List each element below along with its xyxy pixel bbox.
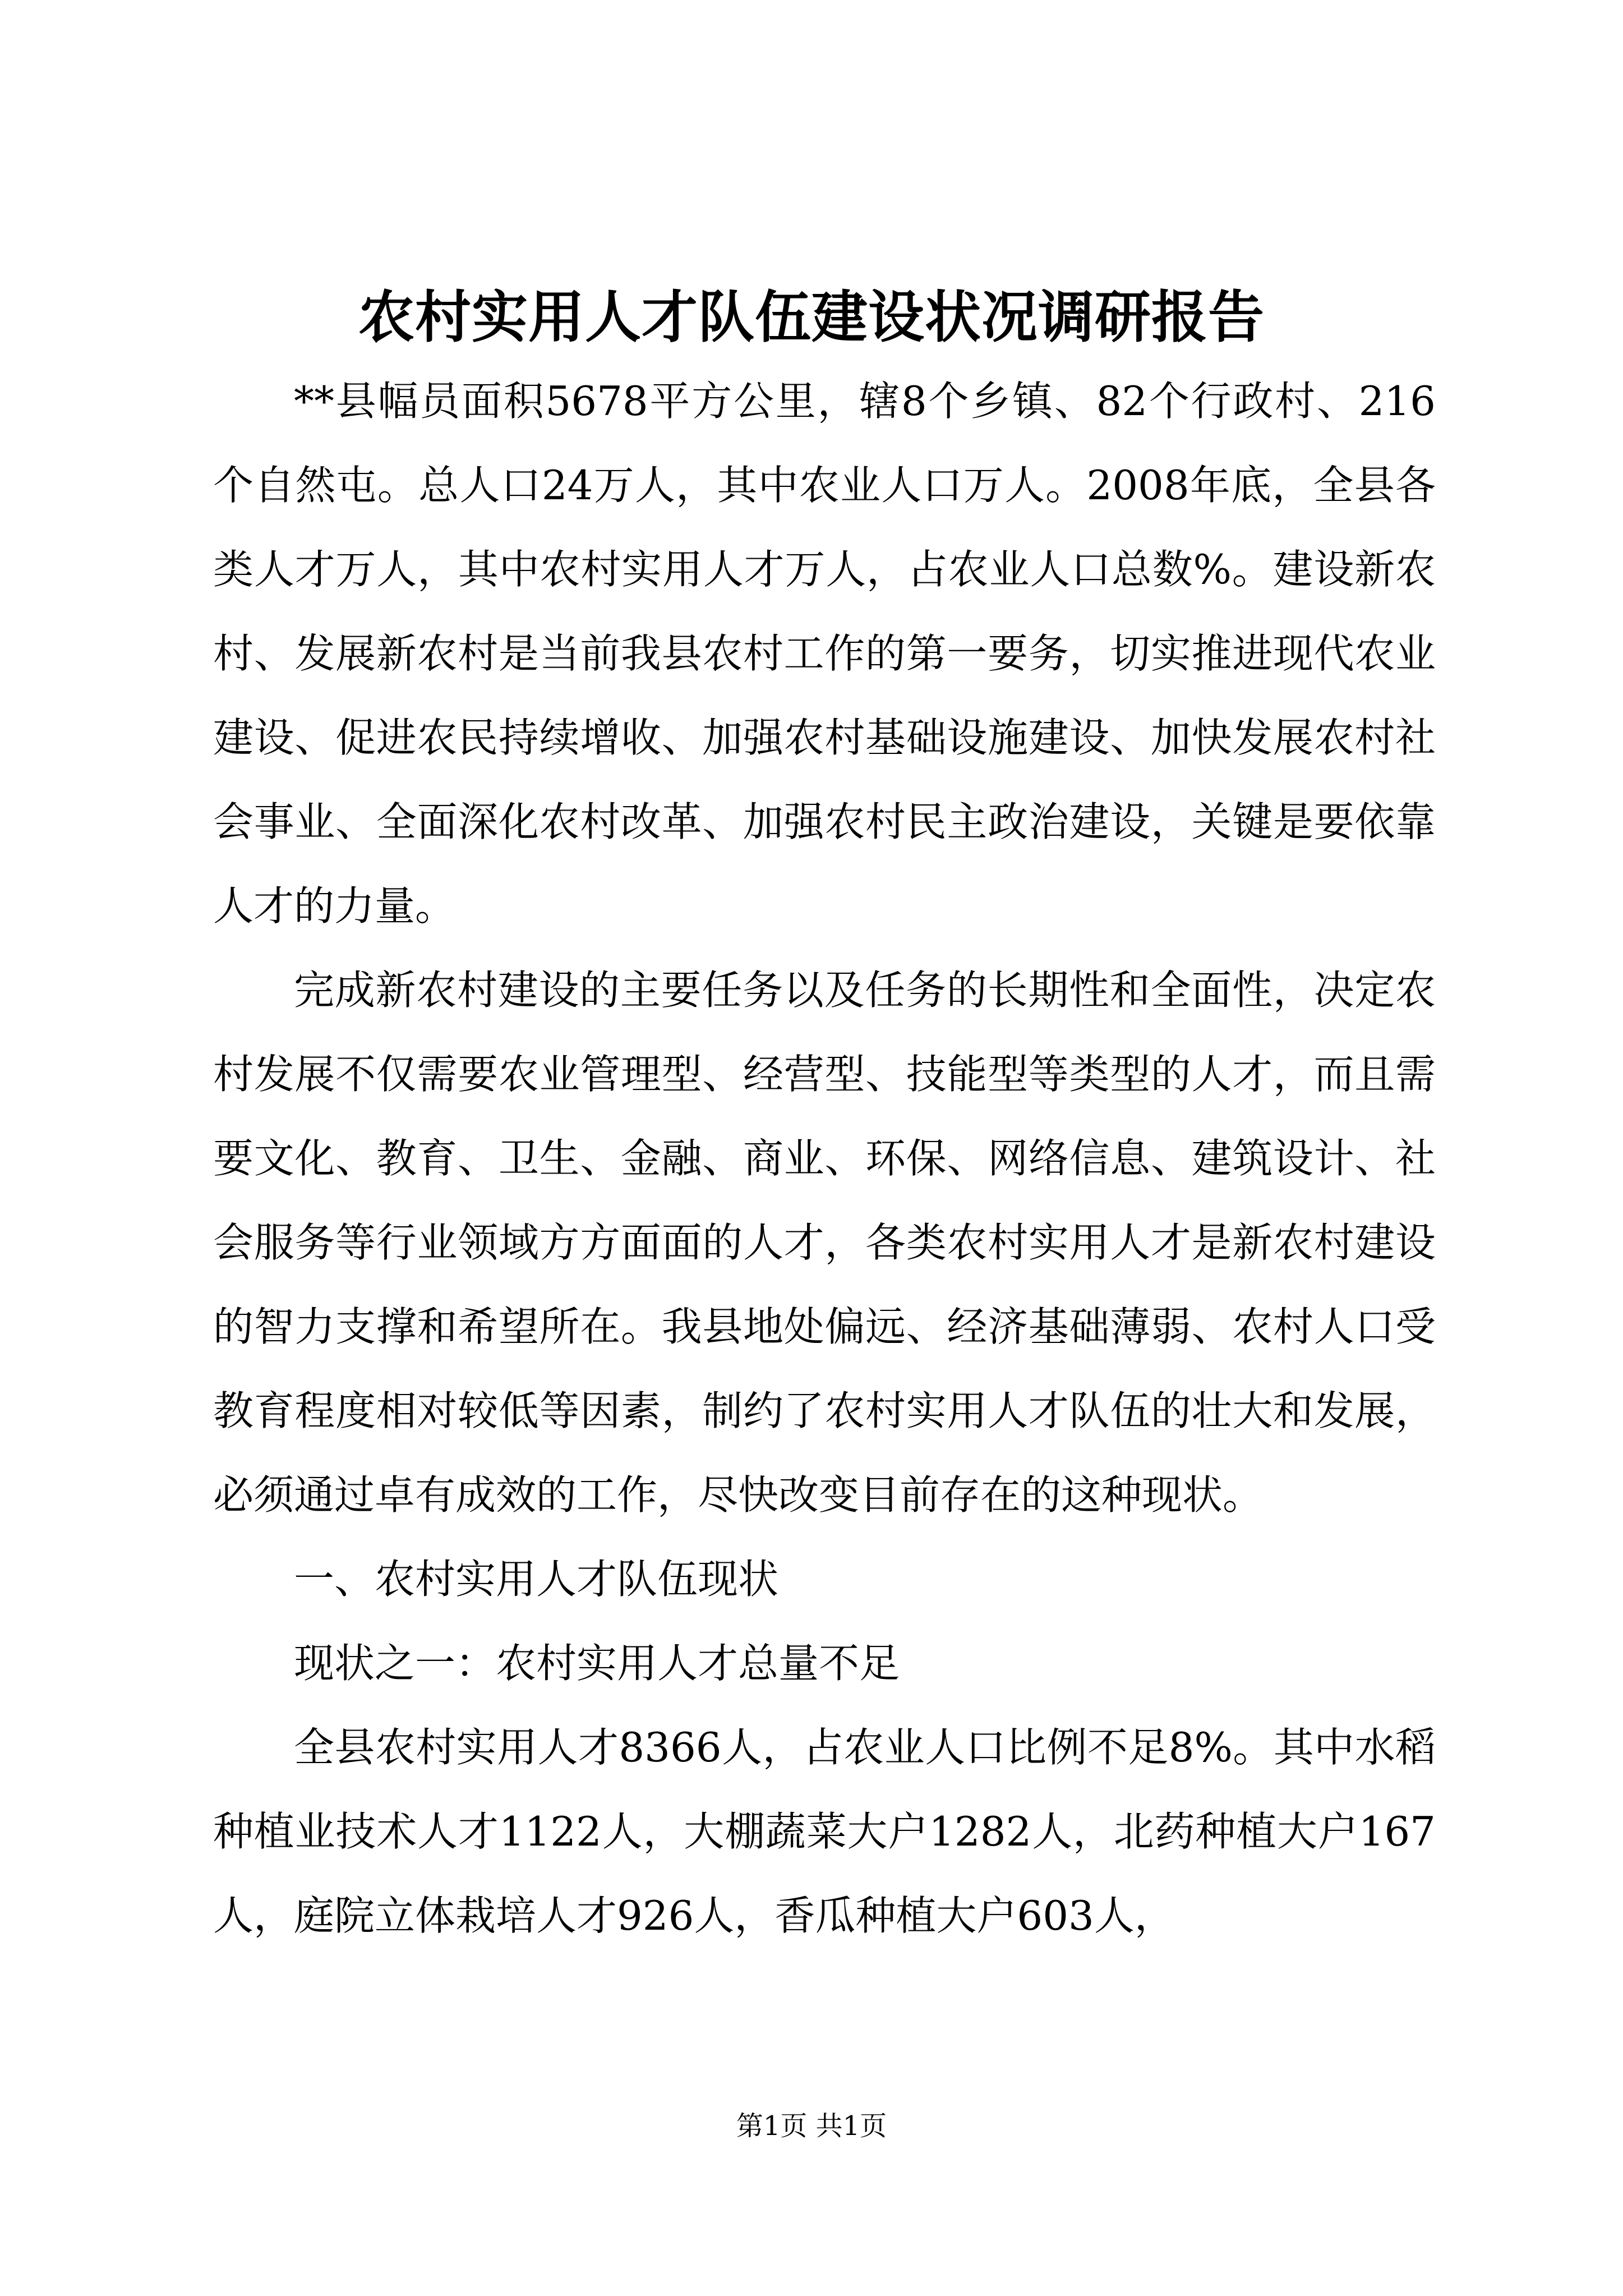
document-title: 农村实用人才队伍建设状况调研报告 — [358, 284, 1265, 350]
paragraph-tasks: 完成新农村建设的主要任务以及任务的长期性和全面性，决定农村发展不仅需要农业管理型、经营型、技能型等类型的人才，而且需要文化、教育、卫生、金融、商业、环保、网络信息、建筑设计、社会服务等行业领域方方面面的人才，各类农村实用人才是新农村建设的智力支撑和希望所在。我县地处偏远、经济基础薄弱、农村人口受教育程度相对较低等因素，制约了农村实用人才队伍的壮大和发展，必须通过卓有成效的工作，尽快改变目前存在的这种现状。 — [213, 967, 1436, 1519]
page-footer: 第1页 共1页 — [736, 2110, 887, 2142]
section-heading: 一、农村实用人才队伍现状 — [294, 1556, 779, 1603]
document-body — [213, 359, 1436, 1958]
paragraph-intro: **县幅员面积5678平方公里，辖8个乡镇、82个行政村、216个自然屯。总人口24万人，其中农业人口万人。2008年底，全县各类人才万人，其中农村实用人才万人，占农业人口总数%。建设新农村、发展新农村是当前我县农村工作的第一要务，切实推进现代农业建设、促进农民持续增收、加强农村基础设施建设、加快发展农村社会事业、全面深化农村改革、加强农村民主政治建设，关键是要依靠人才的力量。 — [213, 378, 1436, 930]
subsection-heading: 现状之一：农村实用人才总量不足 — [294, 1640, 900, 1687]
paragraph-statistics: 全县农村实用人才8366人，占农业人口比例不足8%。其中水稻种植业技术人才1122人，大棚蔬菜大户1282人，北药种植大户167人，庭院立体栽培人才926人，香瓜种植大户603人， — [213, 1724, 1436, 1939]
